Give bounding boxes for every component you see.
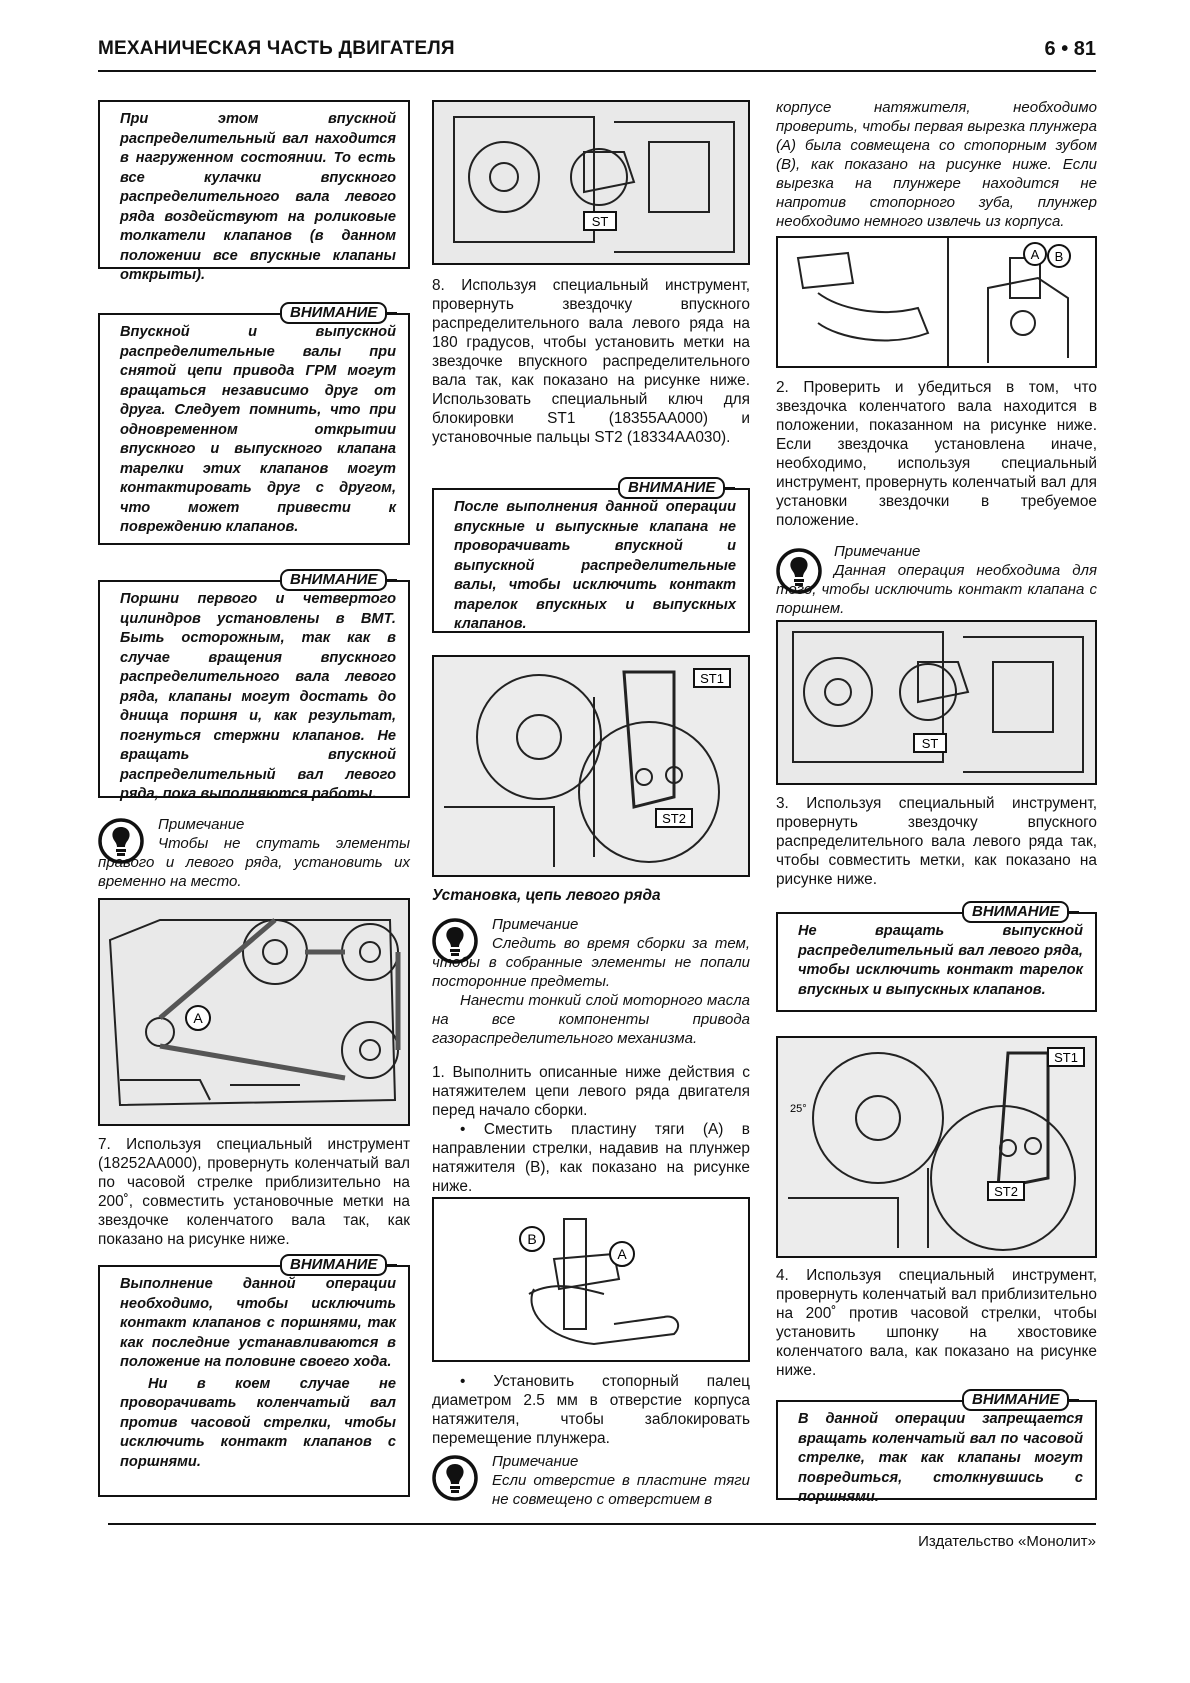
warning-text: После выполнения данной операции впускные и выпускные клапана не проворачивать впускной и выпускной распределительные валы, чтобы исключить контакт тарелок впускных и выпускных клапанов.: [454, 499, 736, 632]
camshaft-lock-figure: [432, 655, 750, 877]
warning-text: Выполнение данной операции необходимо, чтобы исключить контакт клапанов с поршнями, так как последние устанавливаются в положение на половине своего хода.: [120, 1276, 396, 1370]
footer-rule: [108, 1523, 1096, 1525]
bullet: • Сместить пластину тяги (A) в направлении стрелки, надавив на плунжер натяжителя (B), как показано на рисунке ниже.: [432, 1121, 750, 1195]
step-2: 2. Проверить и убедиться в том, что звездочка коленчатого вала находится в положении, показанном на рисунке ниже. Если звездочка установлена иначе, необходимо, используя специальный инструмент, провернуть коленчатый вал для установки звездочки в требуемое положение.: [776, 379, 1097, 529]
warning-box-3: [98, 1265, 410, 1497]
warning-label: ВНИМАНИЕ: [618, 477, 725, 499]
info-box-text: При этом впускной распределительный вал находится в нагруженном состоянии. То есть все кулачки впускного распределительного вала левого ряда воздействуют на роликовые толкатели клапанов (в данном положении все впускные клапаны открыты).: [120, 111, 396, 283]
figure-callout-a: A: [1030, 247, 1040, 262]
warning-label: ВНИМАНИЕ: [962, 901, 1069, 923]
plunger-figure: [776, 236, 1097, 368]
warning-text: Поршни первого и четвертого цилиндров установлены в ВМТ. Быть осторожным, так как в случае вращения впускного распределительного вала левого ряда, клапаны могут достать до днища поршня и, как результат, погнуться стержни клапанов. Не вращать впускной распределительный вал левого ряда, пока выполняются работы.: [120, 591, 396, 802]
figure-callout-st2: ST2: [994, 1184, 1018, 1199]
note-heading: Примечание: [158, 816, 245, 833]
figure-callout-st1: ST1: [700, 671, 724, 686]
warning-box-6: [776, 1400, 1097, 1505]
figure-angle-label: 25°: [790, 1103, 807, 1115]
step-1: 1. Выполнить описанные ниже действия с натяжителем цепи левого ряда двигателя перед начало сборки.: [432, 1064, 750, 1119]
subheading: Установка, цепь левого ряда: [432, 887, 661, 904]
figure-callout-st: ST: [921, 736, 939, 751]
warning-label: ВНИМАНИЕ: [280, 569, 387, 591]
figure-callout-b: B: [527, 1231, 537, 1247]
figure-callout-st2: ST2: [662, 811, 686, 826]
timing-chain-drawing: [100, 900, 408, 1124]
camshaft-lock-drawing: [434, 657, 748, 875]
camshaft-lock-figure-2: [776, 1036, 1097, 1258]
camshaft-lock-drawing-2: [778, 1038, 1095, 1256]
note-text: Нанести тонкий слой моторного масла на все компоненты привода газораспределительного механизма.: [432, 992, 750, 1047]
tensioner-drawing: [434, 1199, 748, 1360]
section-title: МЕХАНИЧЕСКАЯ ЧАСТЬ ДВИГАТЕЛЯ: [98, 38, 455, 59]
warning-text: Впускной и выпускной распределительные валы при снятой цепи привода ГРМ могут вращаться независимо друг от друга. Следует помнить, что при одновременном открытии впускного и выпускного клапана тарелки этих клапанов могут контактировать друг с другом, что может привести к повреждению клапанов.: [120, 324, 396, 535]
step-8: 8. Используя специальный инструмент, провернуть звездочку впускного распределительного вала левого ряда на 180 градусов, чтобы установить метки на звездочке впускного распределительного вала так, как показано на рисунке ниже. Использовать специальный ключ для блокировки ST1 (18355AA000) и установочные пальцы ST2 (18334AA030).: [432, 277, 750, 446]
bullet: • Установить стопорный палец диаметром 2.5 мм в отверстие корпуса натяжителя, чтобы заблокировать перемещение плунжера.: [432, 1373, 750, 1447]
continued-text: корпусе натяжителя, необходимо проверить, чтобы первая вырезка плунжера (A) была совмещена со стопорным зубом (B), как показано на рисунке ниже. Если вырезка на плунжере находится не напротив стопорного зуба, плунжер необходимо немного извлечь из корпуса.: [776, 99, 1097, 230]
publisher-footer: Издательство «Монолит»: [918, 1533, 1096, 1550]
crank-sprocket-drawing: [778, 622, 1095, 783]
warning-text: Не вращать выпускной распределительный вал левого ряда, чтобы исключить контакт тарелок впускных и выпускных клапанов.: [798, 923, 1083, 998]
note-text: Данная операция необходима для того, чтобы исключить контакт клапана с поршнем.: [776, 562, 1097, 617]
note-text: Если отверстие в пластине тяги не совмещено с отверстием в: [492, 1472, 750, 1508]
page-number: 6 • 81: [1044, 38, 1096, 60]
warning-text: Ни в коем случае не проворачивать коленчатый вал против часовой стрелки, чтобы исключить контакт клапанов с поршнями.: [120, 1375, 396, 1470]
figure-callout-a: A: [193, 1010, 203, 1026]
step-4: 4. Используя специальный инструмент, провернуть коленчатый вал приблизительно на 200˚ против часовой стрелки, чтобы установить шпонку на хвостовике коленчатого вала, как показано на рисунке ниже.: [776, 1267, 1097, 1379]
warning-box-5: [776, 912, 1097, 1012]
tensioner-figure: [432, 1197, 750, 1362]
warning-box-1: [98, 313, 410, 545]
warning-box-2: [98, 580, 410, 802]
camshaft-drawing-1: [434, 102, 748, 263]
note-heading: Примечание: [492, 1453, 579, 1470]
note-text: Чтобы не спутать элементы правого и левого ряда, установить их временно на место.: [98, 835, 410, 890]
note-heading: Примечание: [834, 543, 921, 560]
camshaft-figure-1: [432, 100, 750, 265]
note-heading: Примечание: [492, 916, 579, 933]
figure-callout-a: A: [617, 1246, 627, 1262]
figure-callout-st1: ST1: [1054, 1050, 1078, 1065]
step-3: 3. Используя специальный инструмент, провернуть звездочку впускного распределительного вала левого ряда так, чтобы совместить метки, как показано на рисунке ниже.: [776, 795, 1097, 888]
step-7: 7. Используя специальный инструмент (18252AA000), провернуть коленчатый вал по часовой стрелке приблизительно на 200˚, совместить установочные метки на звездочке коленчатого вала так, как показано на рисунке ниже.: [98, 1136, 410, 1248]
crank-sprocket-figure: [776, 620, 1097, 785]
info-box: [98, 100, 410, 283]
lightbulb-note-icon: [432, 1455, 478, 1501]
warning-label: ВНИМАНИЕ: [962, 1389, 1069, 1411]
figure-callout-st: ST: [591, 214, 609, 229]
note-text: Следить во время сборки за тем, чтобы в собранные элементы не попали посторонние предметы.: [432, 935, 750, 990]
plunger-drawing: [778, 238, 1095, 366]
figure-callout-b: B: [1054, 249, 1064, 264]
header-rule: [98, 70, 1096, 72]
warning-label: ВНИМАНИЕ: [280, 1254, 387, 1276]
warning-text: В данной операции запрещается вращать коленчатый вал по часовой стрелке, так как клапаны могут повредиться, столкнувшись с поршнями.: [798, 1411, 1083, 1505]
warning-label: ВНИМАНИЕ: [280, 302, 387, 324]
timing-chain-figure: [98, 898, 410, 1126]
warning-box-4: [432, 488, 750, 633]
